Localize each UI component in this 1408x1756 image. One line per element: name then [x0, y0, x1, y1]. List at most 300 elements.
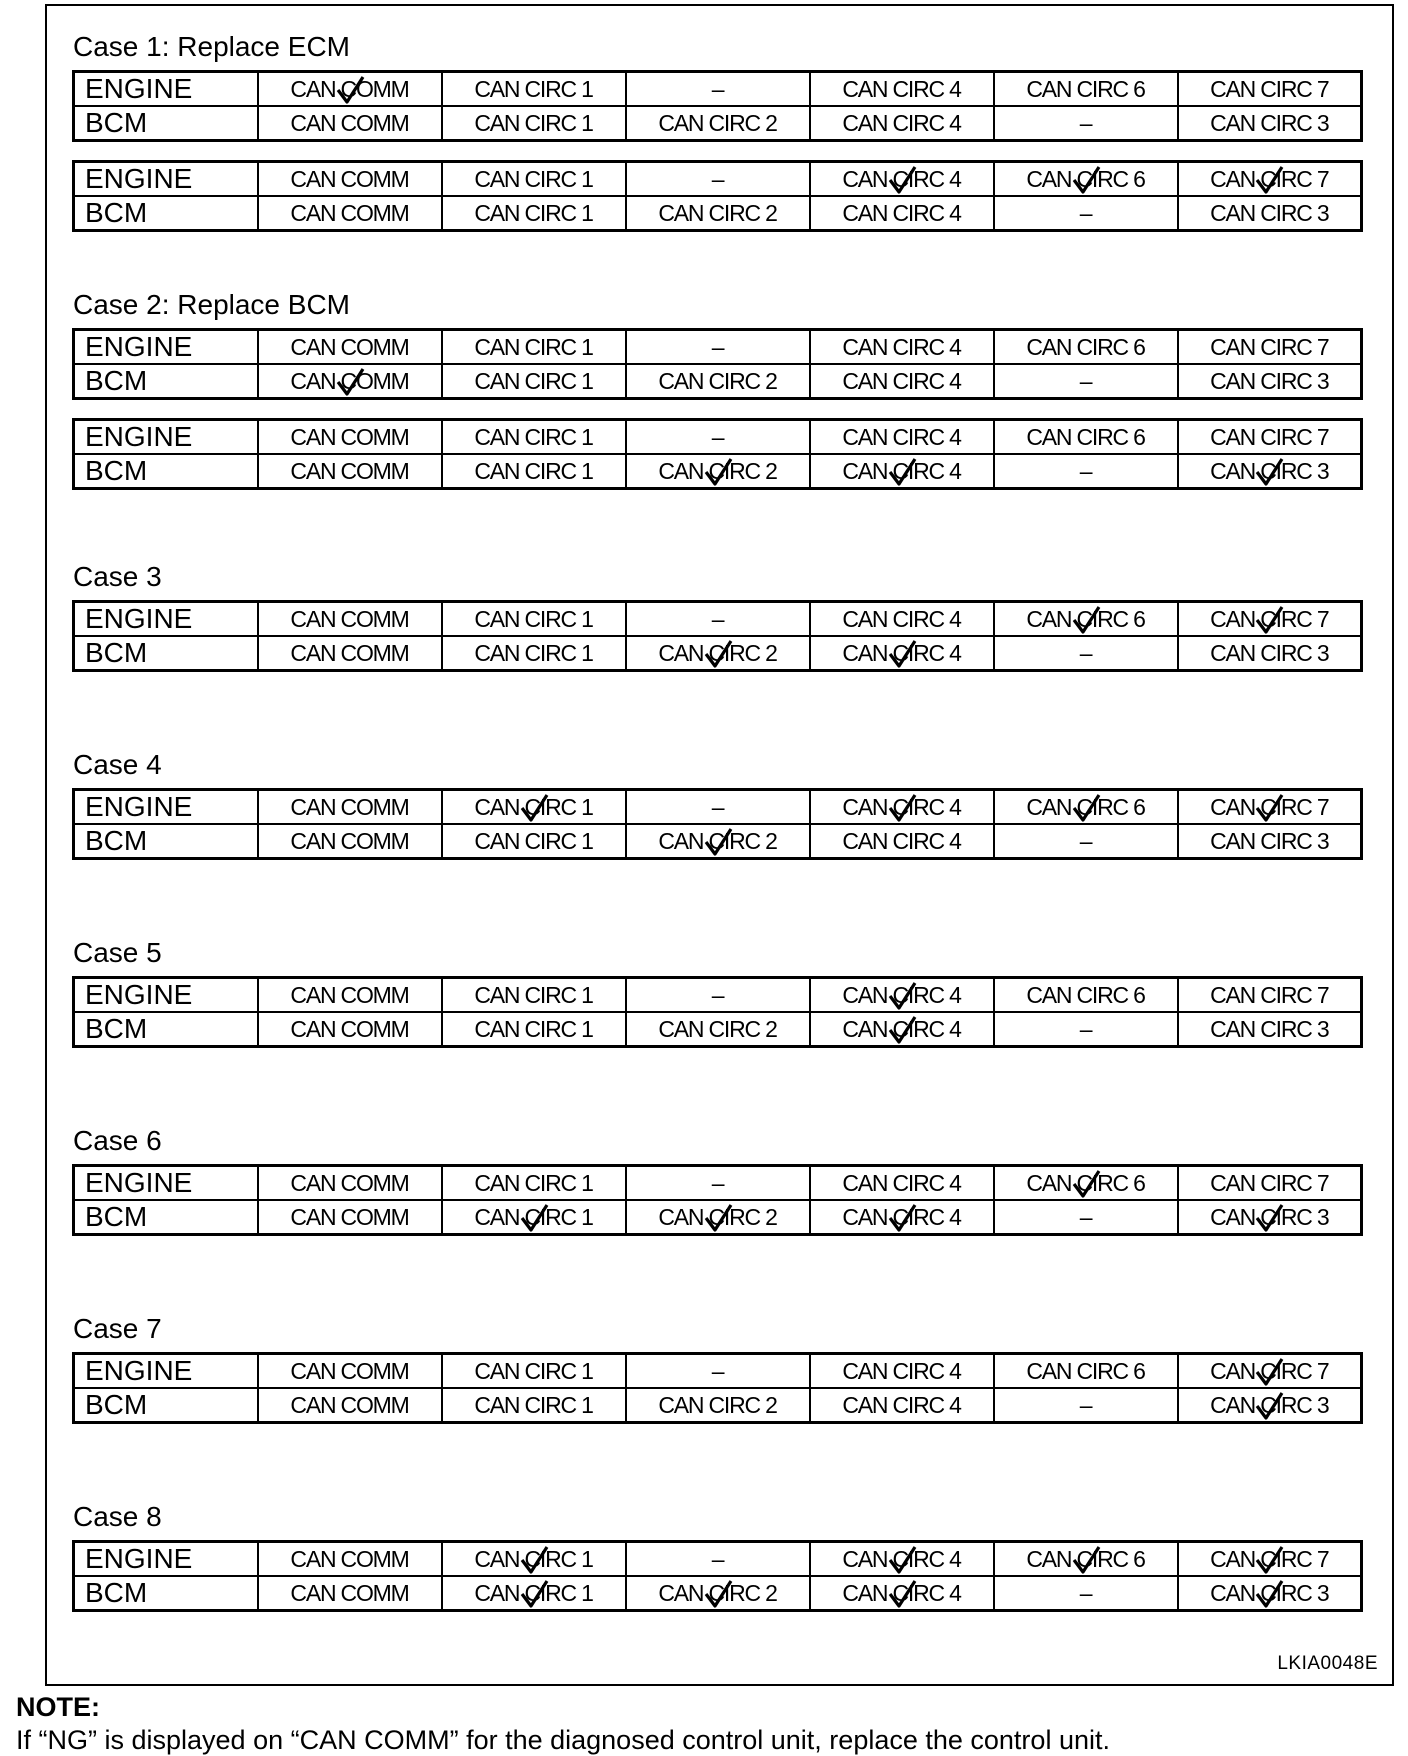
status-cell	[994, 364, 1178, 399]
status-cell	[258, 636, 442, 671]
status-text: CAN CIRC 2	[658, 1015, 777, 1042]
row-label: ENGINE	[74, 330, 258, 365]
engine-row	[74, 1354, 1362, 1389]
status-text: CAN CIRC 4	[842, 423, 961, 450]
status-cell	[810, 162, 994, 197]
status-text: CAN CIRC 4	[842, 1169, 961, 1196]
status-cell	[810, 824, 994, 859]
status-cell	[1178, 330, 1362, 365]
status-cell	[994, 454, 1178, 489]
status-cell	[442, 454, 626, 489]
engine-row	[74, 162, 1362, 197]
status-text: –	[711, 1169, 724, 1196]
status-text: CAN COMM	[290, 1579, 409, 1606]
row-label: BCM	[74, 364, 258, 399]
row-label: BCM	[74, 636, 258, 671]
status-cell	[626, 1012, 810, 1047]
status-text: CAN CIRC 2	[658, 1391, 777, 1418]
status-text: CAN CIRC 1	[474, 165, 593, 192]
status-cell	[1178, 978, 1362, 1013]
status-cell	[258, 1354, 442, 1389]
status-cell	[626, 978, 810, 1013]
status-text: CAN CIRC 1	[474, 109, 593, 136]
status-text: CAN CIRC 7	[1210, 423, 1329, 450]
row-label: ENGINE	[74, 420, 258, 455]
bcm-row	[74, 1200, 1362, 1235]
bcm-row	[74, 364, 1362, 399]
status-cell	[1178, 1200, 1362, 1235]
row-label: BCM	[74, 1012, 258, 1047]
status-cell	[810, 1354, 994, 1389]
status-cell	[1178, 790, 1362, 825]
status-text: CAN CIRC 6	[1026, 1357, 1145, 1384]
status-text: CAN COMM	[290, 1015, 409, 1042]
status-cell	[810, 1542, 994, 1577]
case-2-table-2	[72, 418, 1363, 490]
status-cell	[994, 824, 1178, 859]
status-cell	[810, 420, 994, 455]
status-cell	[994, 1012, 1178, 1047]
status-text: CAN CIRC 3	[1210, 367, 1329, 394]
case-5-table	[72, 976, 1363, 1048]
status-cell	[258, 72, 442, 107]
status-text: CAN CIRC 4	[842, 1015, 961, 1042]
status-text: –	[711, 1357, 724, 1384]
row-label: BCM	[74, 1200, 258, 1235]
status-text: CAN CIRC 7	[1210, 75, 1329, 102]
row-label: ENGINE	[74, 162, 258, 197]
status-text: –	[1079, 827, 1092, 854]
row-label: ENGINE	[74, 1166, 258, 1201]
status-cell	[810, 1576, 994, 1611]
status-cell	[626, 602, 810, 637]
case-3-title: Case 3	[73, 561, 162, 592]
status-text: CAN CIRC 7	[1210, 1545, 1329, 1572]
status-cell	[626, 420, 810, 455]
status-text: –	[1079, 1579, 1092, 1606]
status-cell	[994, 1576, 1178, 1611]
status-text: CAN COMM	[290, 1545, 409, 1572]
status-text: CAN CIRC 4	[842, 75, 961, 102]
status-cell	[258, 1542, 442, 1577]
row-label: ENGINE	[74, 72, 258, 107]
status-text: CAN CIRC 1	[474, 1545, 593, 1572]
status-cell	[442, 72, 626, 107]
status-cell	[994, 602, 1178, 637]
status-text: CAN CIRC 1	[474, 199, 593, 226]
status-text: CAN CIRC 1	[474, 793, 593, 820]
status-cell	[442, 162, 626, 197]
status-cell	[442, 1576, 626, 1611]
status-text: CAN CIRC 7	[1210, 793, 1329, 820]
status-text: CAN CIRC 6	[1026, 793, 1145, 820]
status-cell	[442, 790, 626, 825]
status-text: CAN CIRC 2	[658, 199, 777, 226]
image-code: LKIA0048E	[1277, 1653, 1378, 1674]
status-text: CAN CIRC 1	[474, 981, 593, 1008]
status-cell	[258, 162, 442, 197]
status-text: CAN CIRC 1	[474, 333, 593, 360]
status-cell	[810, 1012, 994, 1047]
status-text: CAN CIRC 1	[474, 605, 593, 632]
status-text: CAN CIRC 6	[1026, 1545, 1145, 1572]
bcm-row	[74, 1576, 1362, 1611]
status-text: CAN CIRC 4	[842, 827, 961, 854]
status-cell	[810, 978, 994, 1013]
status-text: CAN CIRC 4	[842, 1391, 961, 1418]
status-text: CAN COMM	[290, 1357, 409, 1384]
status-text: CAN CIRC 1	[474, 1203, 593, 1230]
case-4-table	[72, 788, 1363, 860]
status-text: –	[711, 793, 724, 820]
case-1-table-2	[72, 160, 1363, 232]
status-cell	[1178, 106, 1362, 141]
status-cell	[258, 1166, 442, 1201]
status-text: CAN CIRC 1	[474, 457, 593, 484]
status-text: CAN CIRC 7	[1210, 165, 1329, 192]
case-2-table-1	[72, 328, 1363, 400]
status-cell	[626, 636, 810, 671]
status-cell	[810, 790, 994, 825]
status-cell	[626, 1200, 810, 1235]
status-cell	[258, 330, 442, 365]
status-text: –	[1079, 1015, 1092, 1042]
status-text: CAN COMM	[290, 109, 409, 136]
status-cell	[258, 602, 442, 637]
status-cell	[258, 790, 442, 825]
status-text: CAN CIRC 1	[474, 1579, 593, 1606]
status-cell	[258, 196, 442, 231]
case-1-table-1	[72, 70, 1363, 142]
status-text: CAN CIRC 7	[1210, 333, 1329, 360]
status-text: CAN CIRC 3	[1210, 457, 1329, 484]
status-text: –	[711, 165, 724, 192]
status-text: CAN COMM	[290, 605, 409, 632]
status-cell	[810, 454, 994, 489]
status-cell	[994, 1388, 1178, 1423]
status-text: CAN COMM	[290, 199, 409, 226]
status-cell	[442, 364, 626, 399]
bcm-row	[74, 636, 1362, 671]
case-1-title: Case 1: Replace ECM	[73, 31, 351, 62]
row-label: BCM	[74, 454, 258, 489]
status-cell	[442, 1354, 626, 1389]
status-cell	[626, 364, 810, 399]
status-text: CAN CIRC 3	[1210, 639, 1329, 666]
status-text: CAN CIRC 2	[658, 109, 777, 136]
case-8-table	[72, 1540, 1363, 1612]
status-text: CAN CIRC 4	[842, 457, 961, 484]
status-cell	[1178, 72, 1362, 107]
status-cell	[442, 196, 626, 231]
status-cell	[994, 106, 1178, 141]
engine-row	[74, 72, 1362, 107]
status-text: –	[1079, 1203, 1092, 1230]
status-text: CAN CIRC 4	[842, 1545, 961, 1572]
status-cell	[442, 978, 626, 1013]
status-cell	[1178, 1012, 1362, 1047]
status-text: CAN COMM	[290, 333, 409, 360]
status-text: –	[711, 605, 724, 632]
status-text: CAN CIRC 6	[1026, 423, 1145, 450]
status-text: CAN CIRC 4	[842, 333, 961, 360]
status-cell	[258, 420, 442, 455]
status-cell	[258, 978, 442, 1013]
case-4-title: Case 4	[73, 749, 162, 780]
case-7-table	[72, 1352, 1363, 1424]
status-cell	[258, 106, 442, 141]
status-cell	[1178, 602, 1362, 637]
status-cell	[1178, 420, 1362, 455]
case-2-title: Case 2: Replace BCM	[73, 289, 351, 320]
row-label: ENGINE	[74, 1354, 258, 1389]
status-text: CAN CIRC 4	[842, 367, 961, 394]
status-text: CAN COMM	[290, 457, 409, 484]
status-cell	[626, 1354, 810, 1389]
status-text: CAN CIRC 4	[842, 109, 961, 136]
row-label: BCM	[74, 1576, 258, 1611]
status-cell	[810, 1388, 994, 1423]
status-text: CAN CIRC 1	[474, 1357, 593, 1384]
status-text: –	[711, 333, 724, 360]
status-text: CAN CIRC 7	[1210, 1357, 1329, 1384]
row-label: BCM	[74, 106, 258, 141]
status-text: –	[711, 423, 724, 450]
status-text: CAN COMM	[290, 1203, 409, 1230]
bcm-row	[74, 1388, 1362, 1423]
row-label: BCM	[74, 1388, 258, 1423]
status-cell	[1178, 824, 1362, 859]
status-text: CAN CIRC 3	[1210, 1015, 1329, 1042]
status-text: CAN CIRC 4	[842, 793, 961, 820]
status-text: CAN CIRC 3	[1210, 1579, 1329, 1606]
engine-row	[74, 790, 1362, 825]
status-text: CAN COMM	[290, 793, 409, 820]
status-cell	[626, 790, 810, 825]
case-7-title: Case 7	[73, 1313, 162, 1344]
status-text: CAN CIRC 4	[842, 165, 961, 192]
status-text: CAN CIRC 1	[474, 1169, 593, 1196]
status-cell	[442, 106, 626, 141]
status-cell	[994, 162, 1178, 197]
bcm-row	[74, 106, 1362, 141]
status-text: CAN CIRC 1	[474, 827, 593, 854]
status-cell	[810, 364, 994, 399]
status-cell	[442, 1166, 626, 1201]
row-label: BCM	[74, 824, 258, 859]
status-cell	[626, 330, 810, 365]
status-cell	[258, 364, 442, 399]
status-text: –	[1079, 109, 1092, 136]
status-text: CAN COMM	[290, 165, 409, 192]
status-text: CAN CIRC 1	[474, 367, 593, 394]
row-label: ENGINE	[74, 790, 258, 825]
status-text: CAN CIRC 1	[474, 423, 593, 450]
row-label: ENGINE	[74, 978, 258, 1013]
case-3-table	[72, 600, 1363, 672]
status-cell	[442, 636, 626, 671]
engine-row	[74, 420, 1362, 455]
status-text: CAN CIRC 7	[1210, 981, 1329, 1008]
status-text: CAN CIRC 6	[1026, 1169, 1145, 1196]
bcm-row	[74, 196, 1362, 231]
status-text: CAN CIRC 6	[1026, 605, 1145, 632]
engine-row	[74, 1166, 1362, 1201]
status-text: CAN CIRC 2	[658, 457, 777, 484]
row-label: ENGINE	[74, 602, 258, 637]
status-cell	[1178, 162, 1362, 197]
status-text: CAN CIRC 4	[842, 1579, 961, 1606]
status-cell	[626, 72, 810, 107]
status-text: –	[711, 981, 724, 1008]
status-cell	[626, 824, 810, 859]
status-cell	[626, 454, 810, 489]
status-cell	[442, 1388, 626, 1423]
status-cell	[994, 1200, 1178, 1235]
status-text: CAN CIRC 1	[474, 1391, 593, 1418]
bcm-row	[74, 454, 1362, 489]
engine-row	[74, 978, 1362, 1013]
case-8-title: Case 8	[73, 1501, 162, 1532]
status-text: CAN CIRC 2	[658, 367, 777, 394]
status-cell	[442, 1012, 626, 1047]
status-text: CAN CIRC 1	[474, 639, 593, 666]
status-text: CAN CIRC 1	[474, 75, 593, 102]
status-text: CAN CIRC 2	[658, 1579, 777, 1606]
status-text: –	[711, 1545, 724, 1572]
status-text: CAN CIRC 2	[658, 827, 777, 854]
status-cell	[258, 1012, 442, 1047]
status-cell	[994, 1166, 1178, 1201]
status-cell	[258, 824, 442, 859]
status-text: –	[711, 75, 724, 102]
status-text: CAN CIRC 6	[1026, 165, 1145, 192]
status-cell	[994, 420, 1178, 455]
status-cell	[626, 1576, 810, 1611]
status-cell	[442, 824, 626, 859]
status-cell	[258, 1388, 442, 1423]
case-6-title: Case 6	[73, 1125, 162, 1156]
row-label: BCM	[74, 196, 258, 231]
status-text: CAN CIRC 6	[1026, 333, 1145, 360]
status-cell	[258, 1576, 442, 1611]
status-cell	[442, 420, 626, 455]
status-text: CAN COMM	[290, 1169, 409, 1196]
status-cell	[994, 978, 1178, 1013]
status-cell	[810, 1200, 994, 1235]
status-text: CAN CIRC 2	[658, 639, 777, 666]
status-cell	[1178, 1542, 1362, 1577]
status-cell	[1178, 1354, 1362, 1389]
status-text: –	[1079, 457, 1092, 484]
status-text: –	[1079, 199, 1092, 226]
status-cell	[442, 602, 626, 637]
status-cell	[1178, 196, 1362, 231]
status-cell	[1178, 454, 1362, 489]
status-cell	[442, 330, 626, 365]
status-cell	[810, 330, 994, 365]
status-text: CAN CIRC 3	[1210, 1391, 1329, 1418]
status-cell	[1178, 636, 1362, 671]
status-cell	[994, 1354, 1178, 1389]
status-cell	[994, 72, 1178, 107]
engine-row	[74, 1542, 1362, 1577]
status-text: CAN CIRC 4	[842, 639, 961, 666]
engine-row	[74, 602, 1362, 637]
status-cell	[626, 1166, 810, 1201]
status-text: CAN CIRC 4	[842, 981, 961, 1008]
status-text: CAN COMM	[290, 423, 409, 450]
status-text: CAN CIRC 1	[474, 1015, 593, 1042]
status-text: CAN COMM	[290, 367, 409, 394]
status-cell	[810, 602, 994, 637]
status-cell	[258, 1200, 442, 1235]
engine-row	[74, 330, 1362, 365]
case-6-table	[72, 1164, 1363, 1236]
status-text: CAN COMM	[290, 639, 409, 666]
status-cell	[1178, 1576, 1362, 1611]
status-text: –	[1079, 639, 1092, 666]
status-cell	[994, 196, 1178, 231]
status-cell	[994, 330, 1178, 365]
status-cell	[1178, 1388, 1362, 1423]
status-text: CAN COMM	[290, 827, 409, 854]
status-cell	[1178, 364, 1362, 399]
status-text: CAN CIRC 2	[658, 1203, 777, 1230]
status-text: CAN CIRC 3	[1210, 1203, 1329, 1230]
status-cell	[810, 196, 994, 231]
note-text: If “NG” is displayed on “CAN COMM” for the diagnosed control unit, replace the control unit.	[16, 1725, 1110, 1755]
status-cell	[810, 636, 994, 671]
status-cell	[626, 106, 810, 141]
status-cell	[626, 162, 810, 197]
status-text: –	[1079, 367, 1092, 394]
bcm-row	[74, 1012, 1362, 1047]
status-cell	[626, 1388, 810, 1423]
status-cell	[810, 72, 994, 107]
status-text: CAN CIRC 4	[842, 605, 961, 632]
status-cell	[626, 196, 810, 231]
bcm-row	[74, 824, 1362, 859]
row-label: ENGINE	[74, 1542, 258, 1577]
status-text: –	[1079, 1391, 1092, 1418]
status-text: CAN COMM	[290, 75, 409, 102]
status-text: CAN CIRC 6	[1026, 981, 1145, 1008]
status-text: CAN COMM	[290, 1391, 409, 1418]
status-cell	[994, 636, 1178, 671]
status-cell	[442, 1200, 626, 1235]
status-text: CAN CIRC 7	[1210, 1169, 1329, 1196]
status-cell	[626, 1542, 810, 1577]
status-text: CAN CIRC 7	[1210, 605, 1329, 632]
status-text: CAN COMM	[290, 981, 409, 1008]
status-cell	[810, 106, 994, 141]
status-cell	[994, 790, 1178, 825]
status-text: CAN CIRC 4	[842, 1203, 961, 1230]
case-5-title: Case 5	[73, 937, 162, 968]
status-text: CAN CIRC 3	[1210, 827, 1329, 854]
status-cell	[442, 1542, 626, 1577]
status-text: CAN CIRC 4	[842, 199, 961, 226]
status-text: CAN CIRC 3	[1210, 109, 1329, 136]
status-cell	[1178, 1166, 1362, 1201]
note-title: NOTE:	[16, 1692, 100, 1722]
status-cell	[258, 454, 442, 489]
status-text: CAN CIRC 6	[1026, 75, 1145, 102]
status-cell	[810, 1166, 994, 1201]
status-text: CAN CIRC 3	[1210, 199, 1329, 226]
status-cell	[994, 1542, 1178, 1577]
